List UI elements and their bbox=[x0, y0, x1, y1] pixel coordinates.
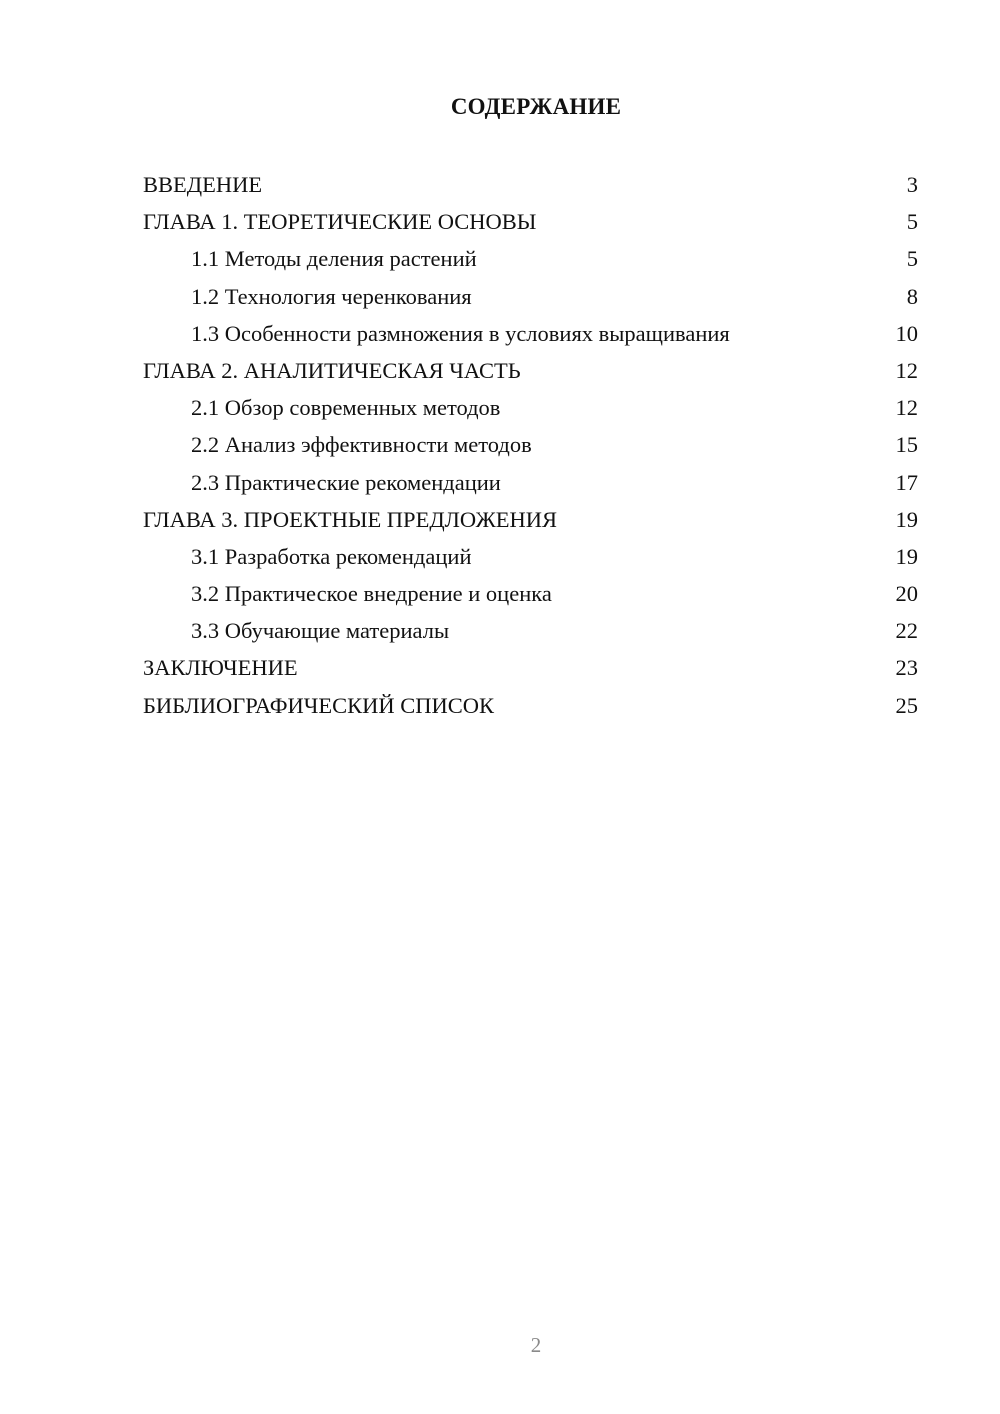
toc-entry-title: 2.1 Обзор современных методов bbox=[191, 395, 501, 421]
toc-entry-page: 12 bbox=[895, 357, 918, 383]
toc-entry-title: 3.1 Разработка рекомендаций bbox=[191, 543, 472, 569]
toc-entry-page: 22 bbox=[895, 618, 918, 644]
toc-entry-page: 10 bbox=[895, 320, 918, 346]
toc-entry-title: ГЛАВА 3. ПРОЕКТНЫЕ ПРЕДЛОЖЕНИЯ bbox=[143, 506, 558, 532]
toc-entry-title: БИБЛИОГРАФИЧЕСКИЙ СПИСОК bbox=[143, 692, 495, 718]
toc-entry-chapter bbox=[143, 649, 918, 686]
toc-entry-section bbox=[143, 426, 918, 463]
toc-entry-title: 2.3 Практические рекомендации bbox=[191, 469, 501, 495]
toc-entry-section bbox=[143, 315, 918, 352]
toc-entry-page: 5 bbox=[906, 246, 918, 272]
toc-entry-page: 12 bbox=[895, 395, 918, 421]
toc-entry-page: 8 bbox=[906, 283, 918, 309]
toc-entry-section bbox=[143, 389, 918, 426]
page-number: 2 bbox=[530, 1333, 542, 1357]
toc-entry-page: 15 bbox=[895, 432, 918, 458]
toc-entry-section bbox=[143, 538, 918, 575]
toc-entry-chapter bbox=[143, 687, 918, 724]
toc-entry-title: ВВЕДЕНИЕ bbox=[143, 172, 263, 197]
toc-entry-title: 3.3 Обучающие материалы bbox=[191, 618, 450, 644]
toc-entry-page: 5 bbox=[906, 209, 918, 235]
toc-entry-title: ГЛАВА 1. ТЕОРЕТИЧЕСКИЕ ОСНОВЫ bbox=[143, 209, 537, 235]
toc-entry-section bbox=[143, 612, 918, 649]
toc-entry-title: 2.2 Анализ эффективности методов bbox=[191, 432, 532, 458]
toc-entry-page: 19 bbox=[895, 543, 918, 569]
toc-entry-title: 3.2 Практическое внедрение и оценка bbox=[191, 581, 552, 607]
toc-entry-section bbox=[143, 240, 918, 277]
toc-entry-page: 17 bbox=[895, 469, 918, 495]
toc-entry-section bbox=[143, 278, 918, 315]
toc-entry-title: ЗАКЛЮЧЕНИЕ bbox=[143, 655, 298, 681]
toc-entry-chapter bbox=[143, 352, 918, 389]
toc-entry-chapter bbox=[143, 166, 918, 203]
toc-entry-chapter bbox=[143, 203, 918, 240]
toc-heading: СОДЕРЖАНИЕ bbox=[450, 94, 622, 119]
toc-entry-page: 23 bbox=[895, 655, 918, 681]
toc-entry-section bbox=[143, 575, 918, 612]
toc-entry-chapter bbox=[143, 501, 918, 538]
toc-entry-title: 1.2 Технология черенкования bbox=[191, 283, 472, 309]
toc-entry-page: 3 bbox=[906, 172, 918, 197]
toc-entry-title: ГЛАВА 2. АНАЛИТИЧЕСКАЯ ЧАСТЬ bbox=[143, 357, 521, 383]
table-of-contents bbox=[143, 166, 918, 724]
toc-entry-page: 25 bbox=[895, 692, 918, 718]
toc-entry-section bbox=[143, 464, 918, 501]
toc-entry-page: 19 bbox=[895, 506, 918, 532]
toc-entry-title: 1.1 Методы деления растений bbox=[191, 246, 477, 272]
toc-entry-title: 1.3 Особенности размножения в условиях выращивания bbox=[191, 320, 730, 346]
toc-entry-page: 20 bbox=[895, 581, 918, 607]
